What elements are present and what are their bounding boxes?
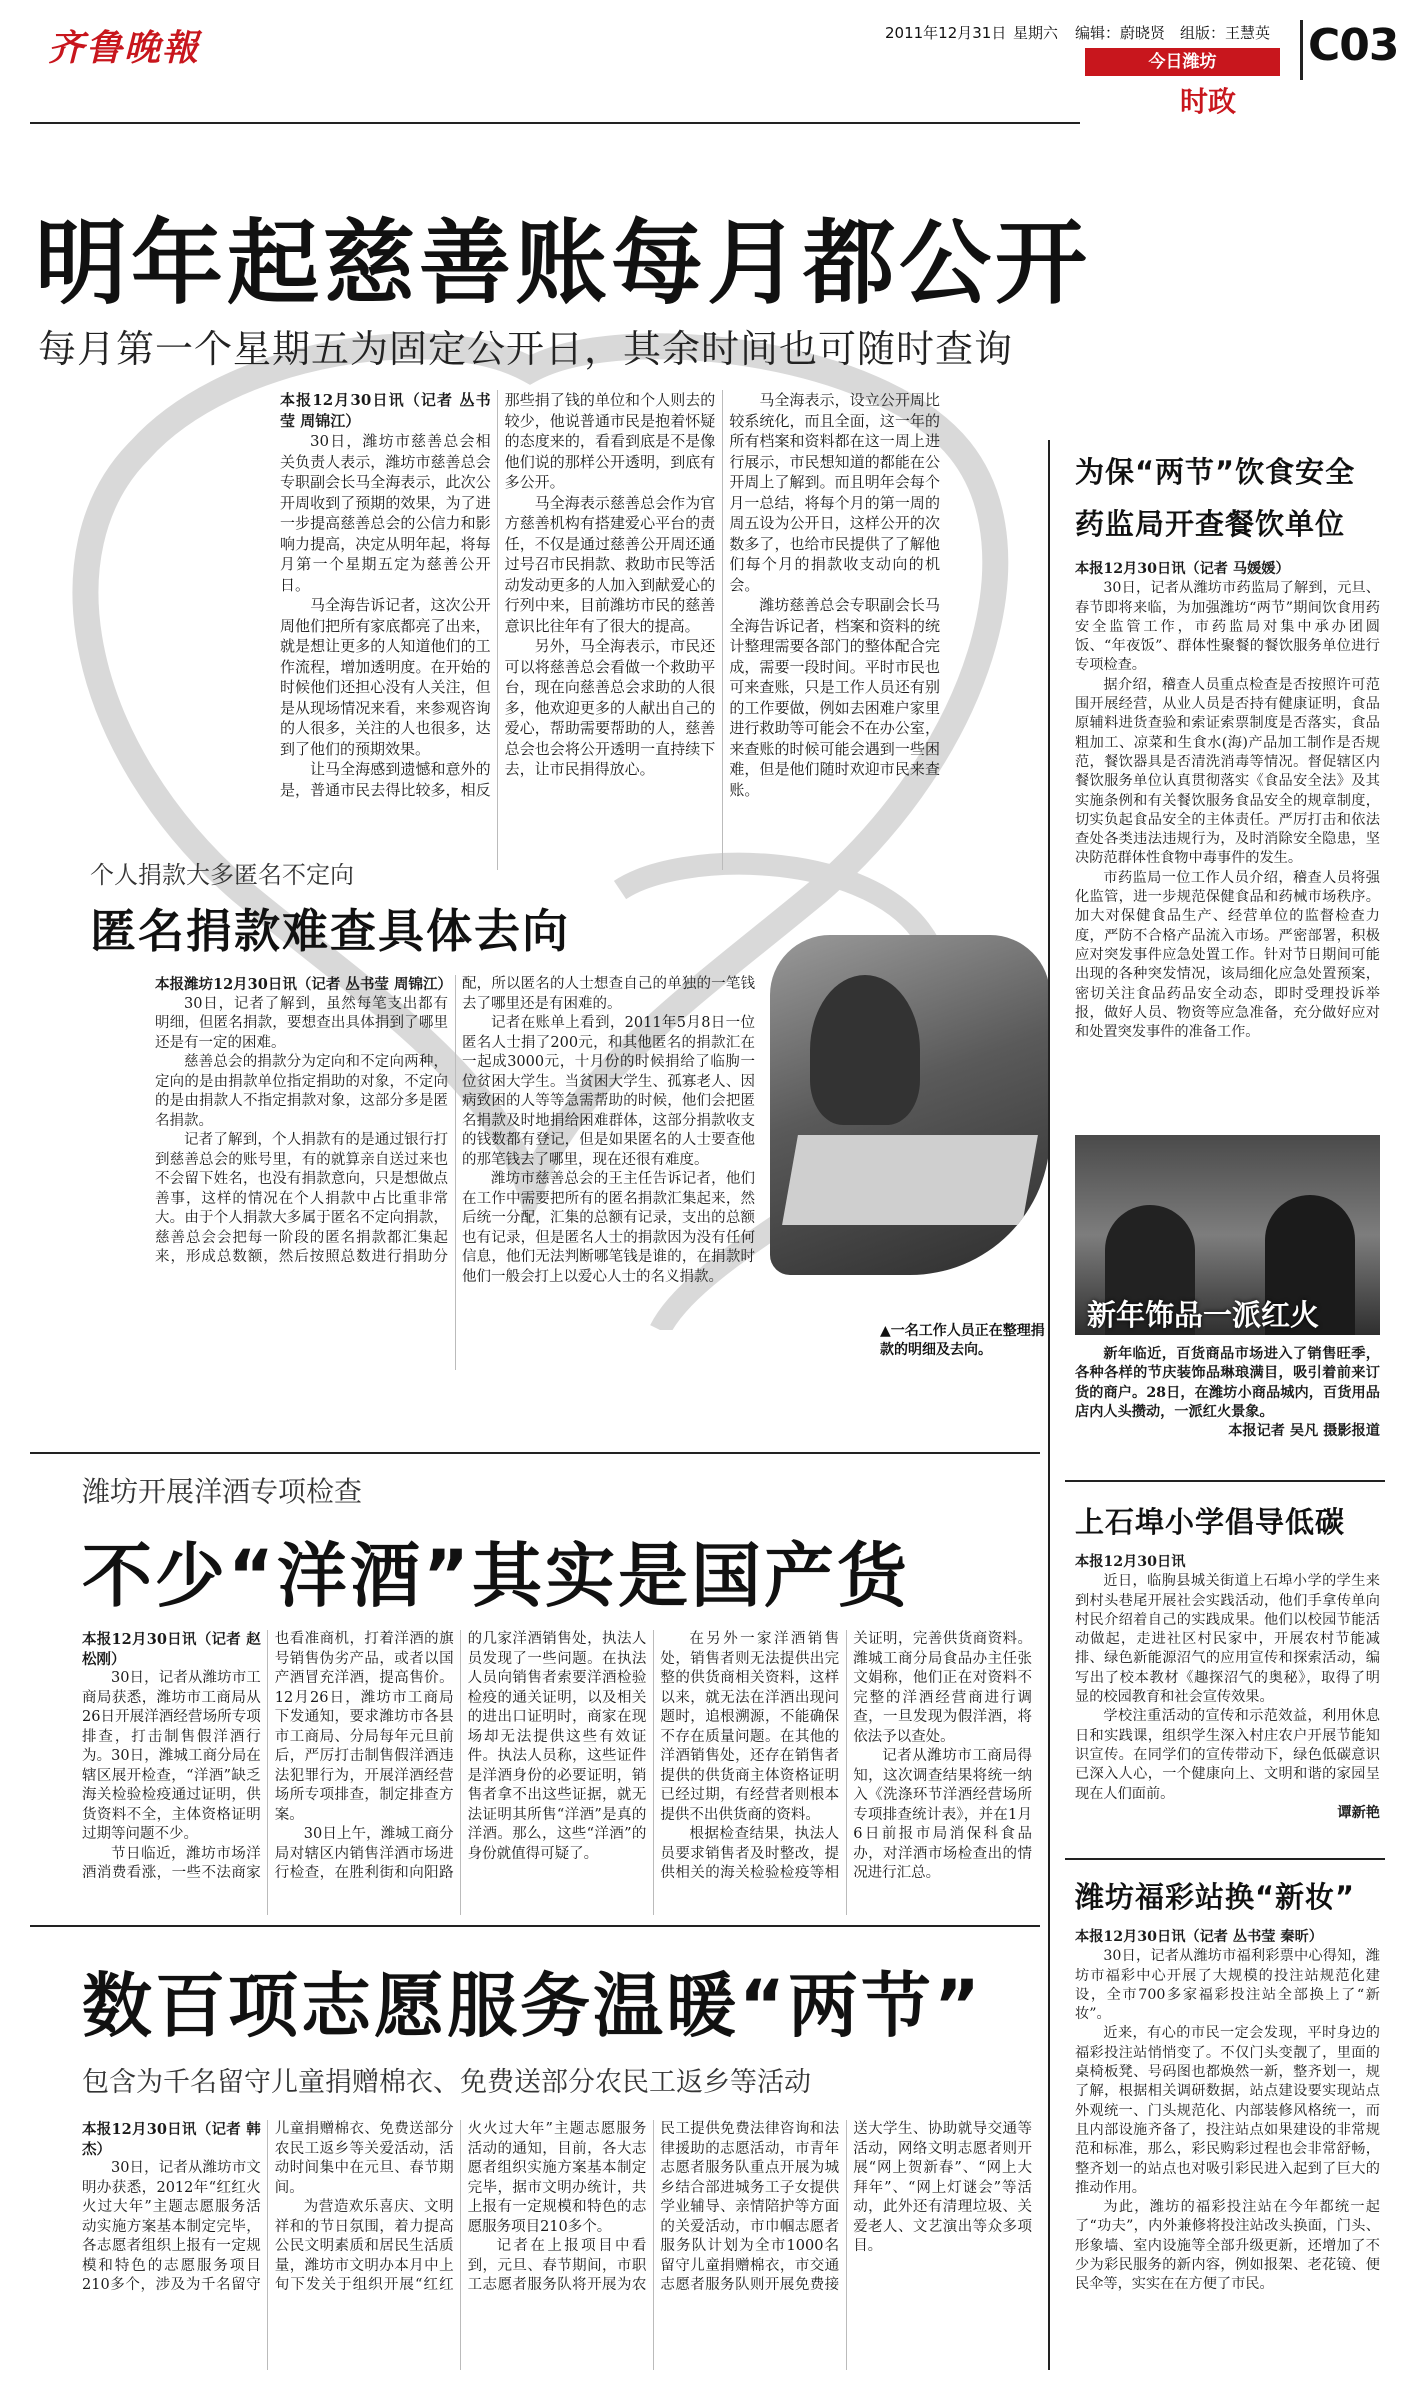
- lead-paragraph: 马全海表示慈善总会作为官方慈善机构有搭建爱心平台的责任，不仅是通过慈善公开周还通过号召市民捐款、救助市民等活动发动更多的人加入到献爱心的行列中来，目前潍坊市民的慈善意识比往年有了很大的提高。: [504, 493, 716, 635]
- ornament-photo-title: 新年饰品一派红火: [1087, 1298, 1320, 1332]
- ornament-caption: [1075, 1345, 1380, 1441]
- column-divider: [1048, 440, 1050, 2370]
- worker-photo: [770, 935, 1050, 1275]
- section-rule: [30, 1452, 1040, 1454]
- masthead-rule: [30, 122, 1080, 124]
- volunteer-headline: 数百项志愿服务温暖“两节”: [82, 1965, 984, 2047]
- liquor-kicker: 潍坊开展洋酒专项检查: [82, 1475, 363, 1508]
- lottery-article: [1075, 1928, 1380, 2368]
- lead-paragraph: 马全海表示，设立公开周比较系统化，而且全面，这一年的所有档案和资料都在这一周上进行展示，市民想知道的都能在公开周上了解到。而且明年会每个月一总结，将每个月的第一周的周五设为公开日，这样公开的次数多了，也给市民提供了了解他们每个月的捐款收支动向的机会。: [729, 391, 940, 594]
- editor-credit: 编辑：蔚晓贤: [1075, 24, 1166, 42]
- lead-byline: 本报12月30日讯（记者 丛书莹 周锦江）: [280, 391, 491, 430]
- food-byline: 本报12月30日讯（记者 马媛媛）: [1075, 561, 1290, 577]
- edition-tag: 今日潍坊: [1085, 48, 1280, 76]
- shiqu-byline: 本报12月30日讯: [1075, 1554, 1186, 1570]
- lottery-paragraph: 为此，潍坊的福彩投注站在今年都统一起了“功夫”，内外兼修将投注站改头换面，门头、形象墙、室内设施等全部升级更新，还增加了不少为彩民服务的新内容，例如报架、老花镜、便民伞等，实实在在方便了市民。: [1075, 2199, 1380, 2293]
- newspaper-logo: 齐鲁晚報: [48, 27, 201, 69]
- volunteer-paragraph: 记者在上报项目中看到，元旦、春节期间，市职工志愿者服务队将开展为农民工提供免费法律咨询和法律援助的志愿活动，市青年志愿者服务队重点开展为城乡结合部进城务工子女提供学业辅导、亲情陪护等方面的关爱活动，市巾帼志愿者服务队计划为全市1000名留守儿童捐赠棉衣，市交通志愿者服务队则开展免费接送大学生、协助就导交通等活动，网络文明志愿者则开展“网上贺新春”、“网上大拜年”、“网上灯谜会”等活动，此外还有清理垃圾、关爱老人、文艺演出等众多项目。: [467, 2121, 1032, 2293]
- liquor-article: [82, 1630, 1032, 1915]
- liquor-paragraph: 根据检查结果，执法人员要求销售者及时整改，提供相关的海关检验检疫等相关证明，完善供货商资料。潍城工商分局食品办主任张文娟称，他们正在对资料不完整的洋酒经营商进行调查，一旦发现为假洋酒，将依法予以查处。: [660, 1631, 1032, 1881]
- designer-credit: 组版：王慧英: [1180, 24, 1271, 42]
- liquor-paragraph: 30日，记者从潍坊市工商局获悉，潍坊市工商局从26日开展洋酒经营场所专项排查，打击制售假洋酒行为。30日，潍城工商分局在辖区展开检查，“洋酒”缺乏海关检验检疫通过证明，供货资料不全，主体资格证明过期等问题不少。: [82, 1670, 261, 1842]
- ornament-caption-text: 新年临近，百货商品市场进入了销售旺季，各种各样的节庆装饰品琳琅满目，吸引着前来订货的商户。28日，在潍坊小商品城内，百货用品店内人头攒动，一派红火景象。: [1075, 1346, 1380, 1420]
- lottery-paragraph: 30日，记者从潍坊市福利彩票中心得知，潍坊市福彩中心开展了大规模的投注站规范化建设，全市700多家福彩投注站全部换上了“新妆”。: [1075, 1948, 1380, 2023]
- ornament-credit: 本报记者 吴凡 摄影报道: [1228, 1423, 1380, 1440]
- food-article: [1075, 560, 1380, 1140]
- liquor-headline: 不少“洋酒”其实是国产货: [82, 1535, 911, 1617]
- shiqu-headline: 上石埠小学倡导低碳: [1075, 1505, 1346, 1539]
- shiqu-paragraph: 近日，临朐县城关街道上石埠小学的学生来到村头巷尾开展社会实践活动，他们手拿传单向村民介绍着自己的实践成果。他们以校园节能活动做起，走进社区村民家中，开展农村节能减排、绿色新能源沼气的应用宣传和探索活动，编写出了校本教材《趣探沼气的奥秘》，取得了明显的校园教育和社会宣传效果。: [1075, 1573, 1380, 1706]
- anon-paragraph: 潍坊市慈善总会的王主任告诉记者，他们在工作中需要把所有的匿名捐款汇集起来，然后统一分配，汇集的总额有记录，支出的总额也有记录，但是匿名人士的捐款因为没有任何信息，他们无法判断哪笔钱是谁的，在捐款时他们一般会打上以爱心人士的名义捐款。: [462, 1171, 755, 1285]
- masthead: [0, 0, 1409, 118]
- lead-paragraph: 另外，马全海表示，市民还可以将慈善总会看做一个救助平台，现在向慈善总会求助的人很多，他欢迎更多的人献出自己的爱心，帮助需要帮助的人，慈善总会也会将公开透明一直持续下去，让市民捐得放心。: [504, 637, 716, 778]
- photo-figure: [810, 975, 920, 1125]
- food-headline-line1: 为保“两节”饮食安全: [1075, 455, 1356, 489]
- anon-paragraph: 记者了解到，个人捐款有的是通过银行打到慈善总会的账号里，有的就算亲自送过来也不会留下姓名，也没有捐款意向，只是想做点善事，这样的情况在个人捐款中占比重非常大。由于个人捐款大多属于匿名不定向捐款，慈善总会会把每一阶段的匿名捐款都汇集起来，形成总数额，然后按照总数进行捐助分配，所以匿名的人士想查自己的单独的一笔钱去了哪里还是有困难的。: [155, 976, 755, 1265]
- anon-paragraph: 慈善总会的捐款分为定向和不定向两种，定向的是由捐款单位指定捐助的对象，不定向的是由捐款人不指定捐款对象，这部分多是匿名捐款。: [155, 1054, 448, 1129]
- lead-paragraph: 马全海告诉记者，这次公开周他们把所有家底都亮了出来，就是想让更多的人知道他们的工作流程，增加透明度。在开始的时候他们还担心没有人关注，但是从现场情况来看，来参观咨询的人很多，关注的人也很多，达到了他们的预期效果。: [280, 596, 491, 758]
- food-headline-line2: 药监局开查餐饮单位: [1075, 507, 1346, 541]
- section-rule: [1065, 1480, 1385, 1482]
- lottery-byline: 本报12月30日讯（记者 丛书莹 秦昕）: [1075, 1929, 1323, 1945]
- section-rule: [1065, 1858, 1385, 1860]
- lead-paragraph: 让马全海感到遗憾和意外的是，普通市民去得比较多，相反那些捐了钱的单位和个人则去的较少，他说普通市民是抱着怀疑的态度来的，看看到底是不是像他们说的那样公开透明，到底有多公开。: [280, 391, 716, 799]
- anon-paragraph: 30日，记者了解到，虽然每笔支出都有明细，但匿名捐款，要想查出具体捐到了哪里还是有一定的困难。: [155, 995, 448, 1051]
- ornament-photo: [1075, 1135, 1380, 1335]
- volunteer-article: [82, 2120, 1032, 2370]
- issue-date: 2011年12月31日: [885, 24, 1007, 42]
- liquor-paragraph: 30日上午，潍城工商分局对辖区内销售洋酒市场进行检查，在胜利街和向阳路的几家洋酒销售处，执法人员发现了一些问题。在执法人员向销售者索要洋酒检验检疫的通关证明，以及相关的进出口证明时，商家在现场却无法提供这些有效证件。执法人员称，这些证件是洋酒身份的必要证明，销售者拿不出这些证据，就无法证明其所售“洋酒”是真的洋酒。那么，这些“洋酒”的身份就值得可疑了。: [274, 1631, 647, 1881]
- section-rule: [30, 1925, 1040, 1927]
- masthead-divider: [1300, 20, 1303, 80]
- volunteer-subhead: 包含为千名留守儿童捐赠棉衣、免费送部分农民工返乡等活动: [82, 2067, 811, 2098]
- lead-headline: 明年起慈善账每月都公开: [35, 210, 1092, 317]
- lead-paragraph: 潍坊慈善总会专职副会长马全海告诉记者，档案和资料的统计整理需要各部门的整体配合完成，需要一段时间。平时市民也可来查账，只是工作人员还有别的工作要做，例如去困难户家里进行救助等可能会不在办公室，来查账的时候可能会遇到一些困难，但是他们随时欢迎市民来查账。: [729, 596, 940, 799]
- section-name: 时政: [1180, 85, 1237, 118]
- food-paragraph: 市药监局一位工作人员介绍，稽查人员将强化监管，进一步规范保健食品和药械市场秩序。加大对保健食品生产、经营单位的监督检查力度，严防不合格产品流入市场。严密部署，积极应对突发事件应急处置工作。针对节日期间可能出现的各种突发情况，该局细化应急处置预案，密切关注食品药品安全动态，即时受理投诉举报，做好人员、物资等应急准备，充分做好应对和处置突发事件的准备工作。: [1075, 869, 1380, 1041]
- lead-paragraph: 30日，潍坊市慈善总会相关负责人表示，潍坊市慈善总会专职副会长马全海表示，此次公开周收到了预期的效果，为了进一步提高慈善总会的公信力和影响力提高，决定从明年起，将每月第一个星期五定为慈善公开日。: [280, 432, 491, 594]
- shiqu-paragraph: 学校注重活动的宣传和示范效益，利用休息日和实践课，组织学生深入村庄农户开展节能知识宣传。在同学们的宣传带动下，绿色低碳意识已深入人心，一个健康向上、文明和谐的家园呈现在人们面前。: [1075, 1708, 1380, 1802]
- food-paragraph: 据介绍，稽查人员重点检查是否按照许可范围开展经营，从业人员是否持有健康证明，食品原辅料进货查验和索证索票制度是否落实，食品粗加工、凉菜和生食水(海)产品加工制作是否规范，餐饮器具是否清洗消毒等情况。督促辖区内餐饮服务单位认真贯彻落实《食品安全法》及其实施条例和有关餐饮服务食品安全的规章制度，切实负起食品安全的主体责任。严厉打击和依法查处各类违法违规行为，及时消除安全隐患，坚决防范群体性食物中毒事件的发生。: [1075, 676, 1380, 867]
- volunteer-paragraph: 30日，记者从潍坊市文明办获悉，2012年“红红火火过大年”主题志愿服务活动实施方案基本制定完毕，各志愿者组织上报有一定规模和特色的志愿服务项目210多个，涉及为千名留守儿童捐赠棉衣、免费送部分农民工返乡等关爱活动，活动时间集中在元旦、春节期间。: [82, 2121, 454, 2293]
- liquor-paragraph: 记者从潍坊市工商局得知，这次调查结果将统一纳入《洗涤环节洋酒经营场所专项排查统计表》，并在1月6日前报市局消保科食品办，对洋酒市场检查出的情况进行汇总。: [853, 1748, 1032, 1881]
- shiqu-article: [1075, 1553, 1380, 1873]
- liquor-paragraph: 在另外一家洋酒销售处，销售者则无法提供出完整的供货商相关资料，这样以来，就无法在洋酒出现问题时，追根溯源，不能确保不存在质量问题。在其他的洋酒销售处，还存在销售者提供的供货商主体资格证明已经过期，有经营者则根本提供不出供货商的资料。: [660, 1631, 840, 1823]
- shiqu-author: 谭新艳: [1337, 1804, 1380, 1821]
- anon-headline: 匿名捐款难查具体去向: [90, 904, 570, 958]
- photo-desk: [782, 1135, 1038, 1225]
- food-paragraph: 30日，记者从潍坊市药监局了解到，元旦、春节即将来临，为加强潍坊“两节”期间饮食用药安全监管工作，市药监局对集中承办团圆饭、“年夜饭”、群体性聚餐的餐饮服务单位进行专项检查。: [1075, 580, 1380, 674]
- lottery-paragraph: 近来，有心的市民一定会发现，平时身边的福彩投注站悄悄变了。不仅门头变靓了，里面的桌椅板凳、号码图也都焕然一新，整齐划一，规了解，根据相关调研数据，站点建设要实现站点外观统一、门头规范化、内部装修风格统一，而且内部设施齐备了，投注站点如果建设的非常规范和标准，那么，彩民购彩过程也会非常舒畅，整齐划一的站点也对吸引彩民进入起到了巨大的推动作用。: [1075, 2025, 1380, 2196]
- liquor-paragraph: 节日临近，潍坊市场洋酒消费看涨，一些不法商家也看准商机，打着洋酒的旗号销售伪劣产品，或者以国产酒冒充洋酒，提高售价。12月26日，潍坊市工商局下发通知，要求潍坊市各县市工商局、分局每年元旦前后，严厉打击制售假洋酒违法犯罪行为，开展洋酒经营场所专项排查，制定排查方案。: [82, 1631, 454, 1881]
- anon-article: [155, 975, 755, 1370]
- volunteer-paragraph: 为营造欢乐喜庆、文明祥和的节日氛围，着力提高公民文明素质和居民生活质量，潍坊市文明办本月中上旬下发关于组织开展“红红火火过大年”主题志愿服务活动的通知，目前，各大志愿者组织实施方案基本制定完毕，据市文明办统计，共上报有一定规模和特色的志愿服务项目210多个。: [274, 2121, 647, 2293]
- anon-byline: 本报潍坊12月30日讯（记者 丛书莹 周锦江）: [155, 976, 452, 993]
- anon-kicker: 个人捐款大多匿名不定向: [90, 861, 354, 889]
- lead-article: [280, 390, 940, 870]
- worker-photo-caption: ▲一名工作人员正在整理捐款的明细及去向。: [880, 1323, 1045, 1358]
- volunteer-byline: 本报12月30日讯（记者 韩杰）: [82, 2121, 261, 2158]
- liquor-byline: 本报12月30日讯（记者 赵松刚）: [82, 1631, 261, 1668]
- issue-weekday: 星期六: [1013, 24, 1059, 42]
- lead-subhead: 每月第一个星期五为固定公开日，其余时间也可随时查询: [38, 327, 1014, 371]
- anon-paragraph: 记者在账单上看到，2011年5月8日一位匿名人士捐了200元，和其他匿名的捐款汇在一起成3000元，十月份的时候捐给了临朐一位贫困大学生。当贫困大学生、孤寡老人、因病致困的人等等急需帮助的时候，他们会把匿名捐款及时地捐给困难群体，这部分捐款收支的钱数都有登记，但是如果匿名的人士要查他的那笔钱去了哪里，现在还很有难度。: [462, 1015, 755, 1168]
- lottery-headline: 潍坊福彩站换“新妆”: [1075, 1880, 1356, 1914]
- page-number: C03: [1308, 20, 1399, 71]
